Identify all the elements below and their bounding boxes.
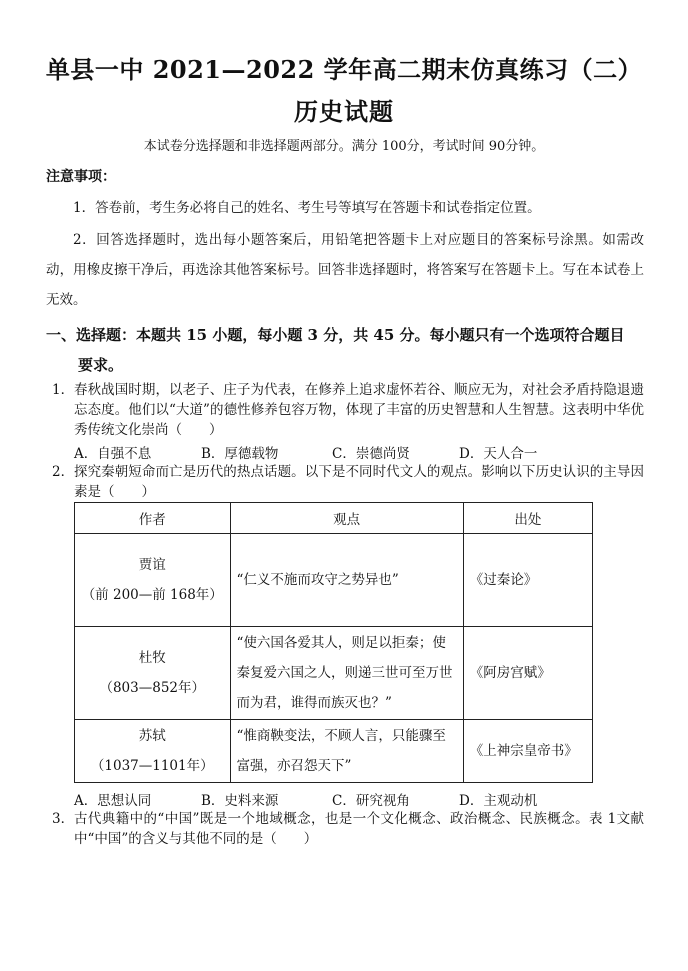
source-cell: 《阿房宫赋》 [463, 627, 592, 720]
question-3 [52, 809, 644, 849]
option-a: A．自强不息 [74, 446, 152, 462]
option-d: D．主观动机 [459, 793, 538, 809]
table-row [75, 720, 593, 783]
question-2 [52, 462, 644, 502]
section-heading-line1: 一、选择题：本题共 15 小题，每小题 3 分，共 45 分。每小题只有一个选项符合题目 [46, 326, 625, 344]
option-b: B．厚德载物 [201, 446, 279, 462]
question-stem: 探究秦朝短命而亡是历代的热点话题。以下是不同时代文人的观点。影响以下历史认识的主导因素是（ ） [74, 464, 644, 500]
exam-intro: 本试卷分选择题和非选择题两部分。满分 100分，考试时间 90分钟。 [143, 139, 545, 154]
table-row [75, 534, 593, 627]
view-cell: “使六国各爱其人，则足以拒秦；使秦复爱六国之人，则递三世可至万世而为君，谁得而族灭也？” [230, 627, 463, 720]
source-cell: 《过秦论》 [463, 534, 592, 627]
question-stem: 春秋战国时期，以老子、庄子为代表，在修养上追求虚怀若谷、顺应无为，对社会矛盾持隐退遗忘态度。他们以“大道”的德性修养包容万物，体现了丰富的历史智慧和人生智慧。这表明中华优秀传统文化崇尚（ ） [74, 382, 644, 438]
option-b: B．史料来源 [201, 793, 279, 809]
source-table [74, 502, 593, 783]
exam-subject: 历史试题 [294, 97, 394, 126]
question-stem: 古代典籍中的“中国”既是一个地域概念，也是一个文化概念、政治概念、民族概念。表 1文献中“中国”的含义与其他不同的是（ ） [74, 811, 644, 847]
author-cell [75, 627, 231, 720]
question-number: 2． [52, 464, 75, 480]
question-number: 3． [52, 811, 75, 827]
author-cell [75, 534, 231, 627]
question-1 [52, 380, 644, 440]
author-name: 贾谊 [138, 557, 166, 573]
table-header: 作者 [75, 503, 231, 534]
author-name: 苏轼 [138, 728, 166, 744]
notice-heading: 注意事项： [46, 169, 116, 185]
section-heading [46, 320, 646, 380]
table-header: 观点 [230, 503, 463, 534]
option-a: A．思想认同 [74, 793, 152, 809]
view-cell: “惟商鞅变法，不顾人言，只能骤至富强，亦召怨天下” [230, 720, 463, 783]
author-years: （前 200—前 168年） [81, 587, 223, 603]
table-row [75, 627, 593, 720]
question-number: 1． [52, 382, 75, 398]
view-cell: “仁义不施而攻守之势异也” [230, 534, 463, 627]
option-d: D．天人合一 [459, 446, 538, 462]
exam-title: 单县一中 2021—2022 学年高二期末仿真练习（二） [45, 55, 643, 84]
author-years: （1037—1101年） [90, 758, 214, 774]
source-cell: 《上神宗皇帝书》 [463, 720, 592, 783]
option-c: C．崇德尚贤 [332, 446, 410, 462]
notice-item-1: 1．答卷前，考生务必将自己的姓名、考生号等填写在答题卡和试卷指定位置。 [73, 200, 541, 216]
section-heading-line2: 要求。 [78, 356, 124, 374]
table-header-row [75, 503, 593, 534]
notice-item-2: 2．回答选择题时，选出每小题答案后，用铅笔把答题卡上对应题目的答案标号涂黑。如需改动，用橡皮擦干净后，再选涂其他答案标号。回答非选择题时，将答案写在答题卡上。写在本试卷上无效。 [46, 232, 644, 308]
author-years: （803—852年） [99, 680, 206, 696]
table-header: 出处 [463, 503, 592, 534]
option-c: C．研究视角 [332, 793, 410, 809]
author-cell [75, 720, 231, 783]
author-name: 杜牧 [138, 650, 166, 666]
